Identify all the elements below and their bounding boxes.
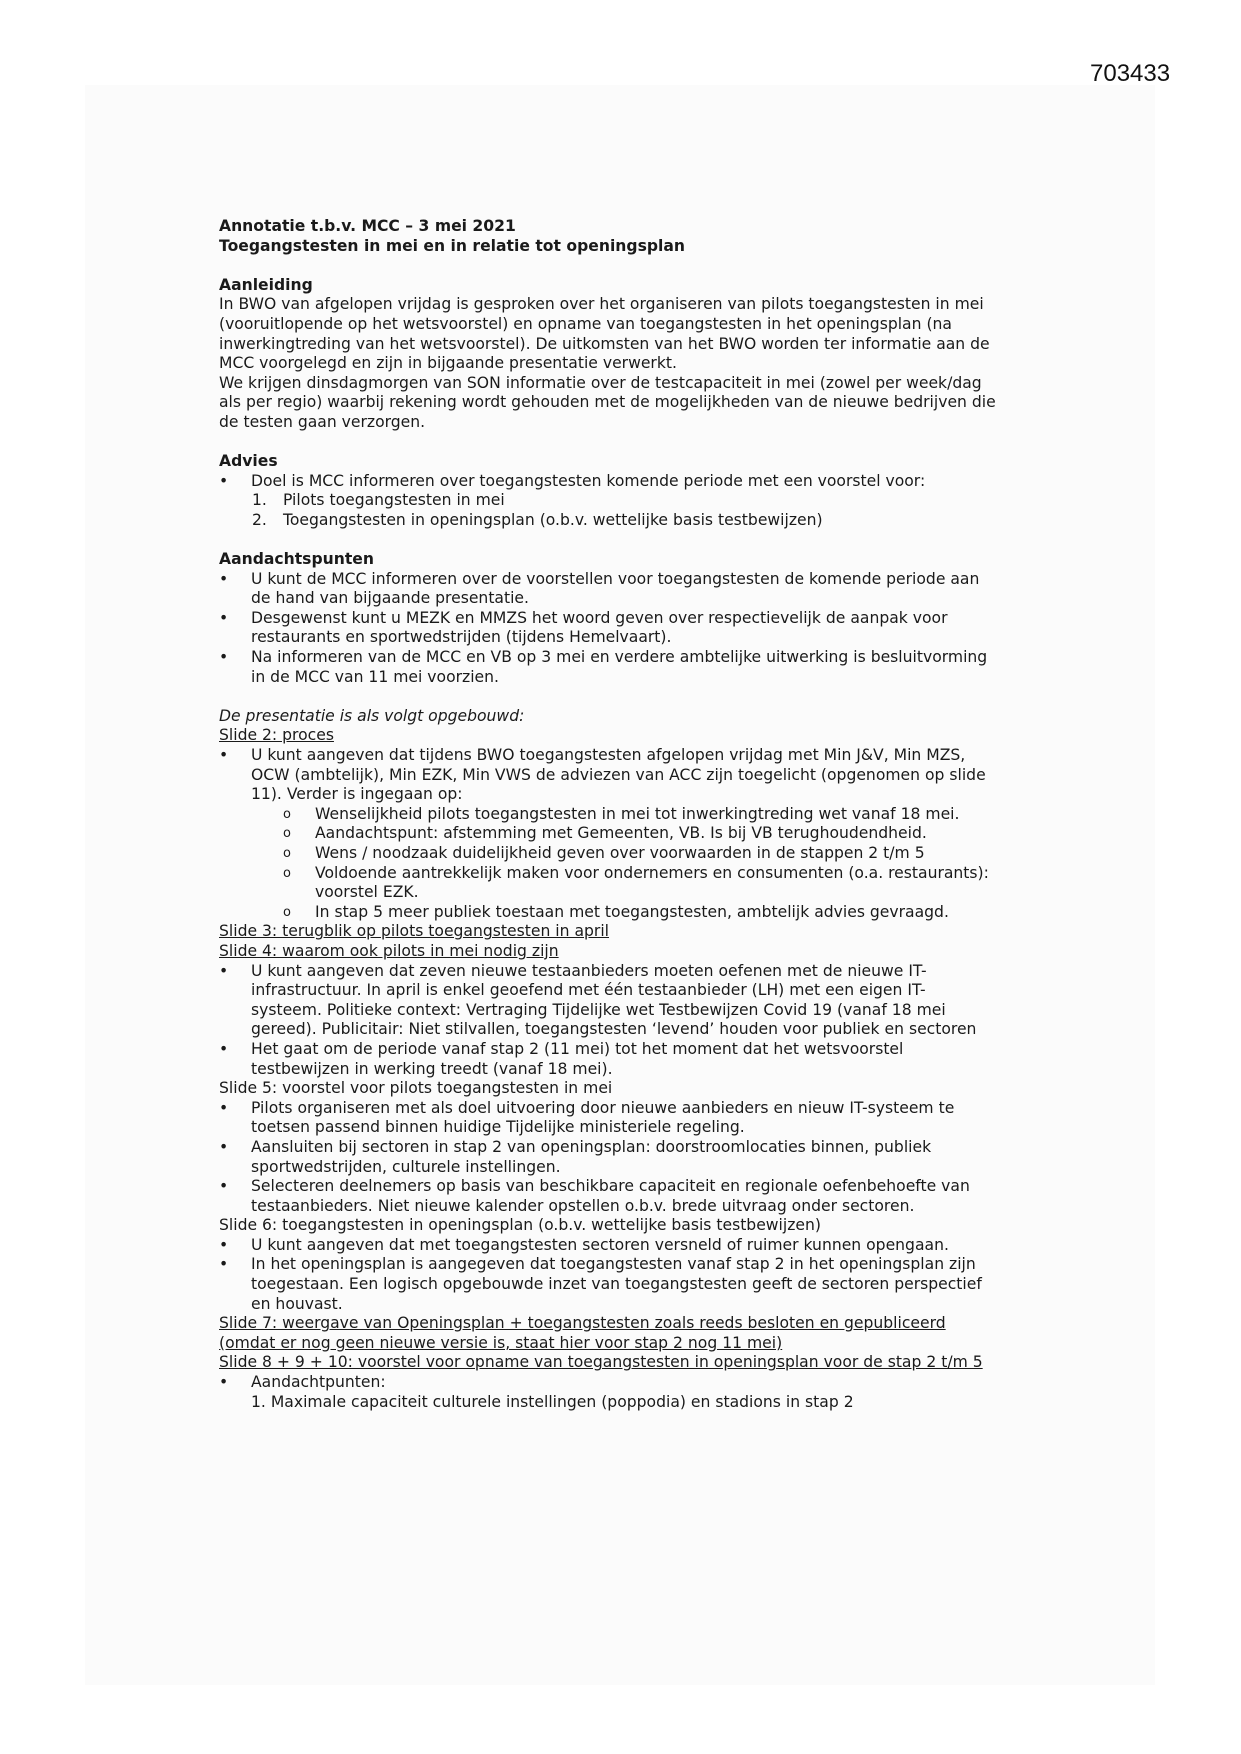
numbered-item: 2. Toegangstesten in openingsplan (o.b.v. wettelijke basis testbewijzen) xyxy=(252,510,823,529)
list-item: • Het gaat om de periode vanaf stap 2 (11 mei) tot het moment dat het wetsvoorstel testbewijzen in werking treedt (vanaf 18 mei). xyxy=(219,1040,1049,1079)
text-line: In BWO van afgelopen vrijdag is gesproken over het organiseren van pilots toegangstesten in mei xyxy=(219,295,984,314)
presentatie-intro: De presentatie is als volgt opgebouwd: xyxy=(219,706,525,725)
list-item: • Pilots organiseren met als doel uitvoering door nieuwe aanbieders en nieuw IT-systeem te toetsen passend binnen huidige Tijdelijke ministeriele regeling. xyxy=(219,1099,1049,1138)
list-item: • U kunt aangeven dat zeven nieuwe testaanbieders moeten oefenen met de nieuwe IT- infrastructuur. In april is enkel geoefend met één testaanbieder (LH) met een eigen IT- systeem. Politieke context: Vertraging Tijdelijke wet Testbewijzen Covid 19 (vanaf 18 mei gereed). Publicitair: Niet stilvallen, toegangstesten ‘levend’ houden voor publiek en sectoren xyxy=(219,962,1049,1040)
title-line-2: Toegangstesten in mei en in relatie tot openingsplan xyxy=(219,236,685,255)
slide-heading-6: Slide 6: toegangstesten in openingsplan (o.b.v. wettelijke basis testbewijzen) xyxy=(219,1216,821,1235)
list-item: • U kunt aangeven dat tijdens BWO toegangstesten afgelopen vrijdag met Min J&V, Min MZS, OCW (ambtelijk), Min EZK, Min VWS de adviezen van ACC zijn toegelicht (opgenomen op slide 11). Verder is ingegaan op: xyxy=(219,746,1049,805)
slide-heading-7-note: (omdat er nog geen nieuwe versie is, staat hier voor stap 2 nog 11 mei) xyxy=(219,1333,783,1352)
document-body xyxy=(219,217,1049,1412)
list-item: • U kunt de MCC informeren over de voorstellen voor toegangstesten de komende periode aan de hand van bijgaande presentatie. xyxy=(219,570,1049,609)
numbered-item: 1. Pilots toegangstesten in mei xyxy=(252,491,505,510)
title-line-1: Annotatie t.b.v. MCC – 3 mei 2021 xyxy=(219,217,516,235)
sub-list-item: o Voldoende aantrekkelijk maken voor ondernemers en consumenten (o.a. restaurants): voorstel EZK. xyxy=(219,864,1049,903)
text-line: inwerkingtreding van het wetsvoorstel). De uitkomsten van het BWO worden ter informatie aan de xyxy=(219,334,990,353)
list-item: • Desgewenst kunt u MEZK en MMZS het woord geven over respectievelijk de aanpak voor restaurants en sportwedstrijden (tijdens Hemelvaart). xyxy=(219,609,1049,648)
section-heading-aanleiding: Aanleiding xyxy=(219,275,313,294)
section-heading-advies: Advies xyxy=(219,452,278,471)
slide-heading-7: Slide 7: weergave van Openingsplan + toegangstesten zoals reeds besloten en gepubliceerd xyxy=(219,1314,946,1333)
slide-heading-3: Slide 3: terugblik op pilots toegangstesten in april xyxy=(219,922,609,941)
slide-heading-8-10: Slide 8 + 9 + 10: voorstel voor opname van toegangstesten in openingsplan voor de stap 2 t/m 5 xyxy=(219,1353,983,1372)
list-item: • Aansluiten bij sectoren in stap 2 van openingsplan: doorstroomlocaties binnen, publiek sportwedstrijden, culturele instellingen. xyxy=(219,1138,1049,1177)
list-item: • In het openingsplan is aangegeven dat toegangstesten vanaf stap 2 in het openingsplan zijn toegestaan. Een logisch opgebouwde inzet van toegangstesten geeft de sectoren perspectief en houvast. xyxy=(219,1255,1049,1314)
text-line: (vooruitlopende op het wetsvoorstel) en opname van toegangstesten in het openingsplan (na xyxy=(219,314,952,333)
text-line: MCC voorgelegd en zijn in bijgaande presentatie verwerkt. xyxy=(219,354,677,373)
list-item: • U kunt aangeven dat met toegangstesten sectoren versneld of ruimer kunnen opengaan. xyxy=(219,1236,1049,1256)
slide-heading-5: Slide 5: voorstel voor pilots toegangstesten in mei xyxy=(219,1079,613,1098)
document-id: 703433 xyxy=(1090,60,1171,87)
text-line: als per regio) waarbij rekening wordt gehouden met de mogelijkheden van de nieuwe bedrijven die xyxy=(219,393,996,412)
slide-heading-4: Slide 4: waarom ook pilots in mei nodig zijn xyxy=(219,941,559,960)
list-item: • Selecteren deelnemers op basis van beschikbare capaciteit en regionale oefenbehoefte van testaanbieders. Niet nieuwe kalender opstellen o.b.v. brede uitvraag onder sectoren. xyxy=(219,1177,1049,1216)
list-item: • Aandachtpunten: 1. Maximale capaciteit culturele instellingen (poppodia) en stadions in stap 2 xyxy=(219,1373,1049,1412)
text-line: We krijgen dinsdagmorgen van SON informatie over de testcapaciteit in mei (zowel per week/dag xyxy=(219,373,982,392)
sub-list-item: o In stap 5 meer publiek toestaan met toegangstesten, ambtelijk advies gevraagd. xyxy=(219,903,1049,923)
section-heading-aandachtspunten: Aandachtspunten xyxy=(219,550,374,569)
slide-heading-2: Slide 2: proces xyxy=(219,726,334,745)
sub-list-item: o Wenselijkheid pilots toegangstesten in mei tot inwerkingtreding wet vanaf 18 mei. xyxy=(219,805,1049,825)
text-line: de testen gaan verzorgen. xyxy=(219,412,426,431)
sub-list-item: o Aandachtspunt: afstemming met Gemeenten, VB. Is bij VB terughoudendheid. xyxy=(219,824,1049,844)
sub-list-item: o Wens / noodzaak duidelijkheid geven over voorwaarden in de stappen 2 t/m 5 xyxy=(219,844,1049,864)
list-item: • Na informeren van de MCC en VB op 3 mei en verdere ambtelijke uitwerking is besluitvorming in de MCC van 11 mei voorzien. xyxy=(219,648,1049,687)
list-item: • Doel is MCC informeren over toegangstesten komende periode met een voorstel voor: xyxy=(219,472,1049,492)
